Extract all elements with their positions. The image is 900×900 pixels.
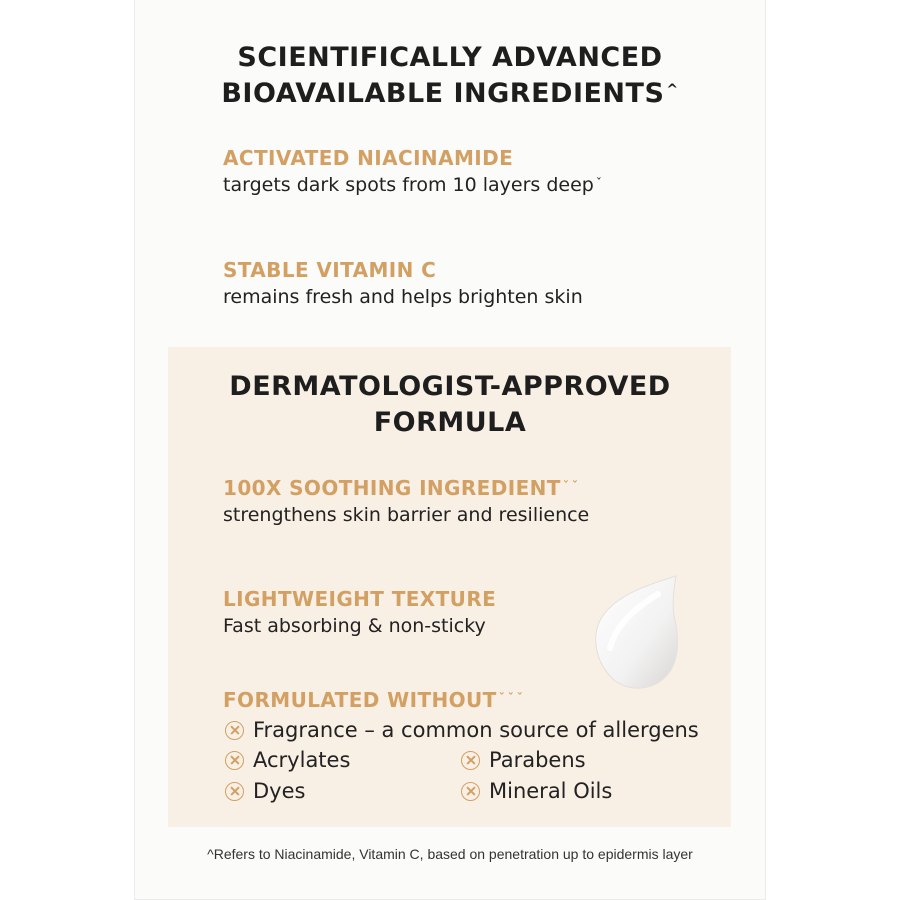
ingredient-text-niacinamide [223, 172, 605, 198]
footnote-mark: ˇˇˇ [498, 691, 526, 705]
section1-title-line2 [0, 74, 900, 114]
ingredient-heading-niacinamide: ACTIVATED NIACINAMIDE [223, 146, 514, 170]
circle-x-icon [225, 782, 244, 801]
without-item-label: Mineral Oils [489, 779, 613, 803]
circle-x-icon [461, 751, 480, 770]
feature-heading-soothing-text: 100X SOOTHING INGREDIENT [223, 476, 561, 500]
ingredient-heading-vitamin-c: STABLE VITAMIN C [223, 258, 437, 282]
circle-x-icon [225, 721, 244, 740]
section1-title-mark: ^ [666, 82, 679, 98]
footnote-mark: ˇˇ [562, 479, 581, 493]
cream-swatch-icon [588, 572, 684, 694]
feature-text-soothing: strengthens skin barrier and resilience [223, 504, 590, 526]
without-item-label: Fragrance – a common source of allergens [253, 718, 699, 742]
feature-heading-texture: LIGHTWEIGHT TEXTURE [223, 587, 497, 611]
without-item-acrylates [225, 748, 350, 772]
without-item-fragrance [225, 718, 699, 742]
ingredient-text-niacinamide-value: targets dark spots from 10 layers deep [223, 174, 594, 196]
without-item-label: Dyes [253, 779, 306, 803]
without-item-label: Parabens [489, 748, 586, 772]
without-heading-text: FORMULATED WITHOUT [223, 688, 497, 712]
section2-title-line2: FORMULA [373, 407, 527, 438]
circle-x-icon [225, 751, 244, 770]
feature-text-texture: Fast absorbing & non-sticky [223, 615, 486, 637]
without-item-parabens [461, 748, 586, 772]
ingredient-text-vitamin-c: remains fresh and helps brighten skin [223, 286, 583, 308]
section1-title-line2-text: BIOAVAILABLE INGREDIENTS [221, 78, 665, 109]
circle-x-icon [461, 782, 480, 801]
without-heading [223, 687, 526, 713]
feature-heading-soothing [223, 475, 581, 501]
without-item-dyes [225, 779, 305, 803]
without-item-label: Acrylates [253, 748, 351, 772]
without-item-mineral-oils [461, 779, 612, 803]
section2-title-line1: DERMATOLOGIST-APPROVED [229, 371, 671, 402]
footnote: ^Refers to Niacinamide, Vitamin C, based on penetration up to epidermis layer [207, 846, 693, 862]
footnote-mark: ˇ [595, 176, 605, 190]
section1-title-line1: SCIENTIFICALLY ADVANCED [237, 42, 663, 73]
